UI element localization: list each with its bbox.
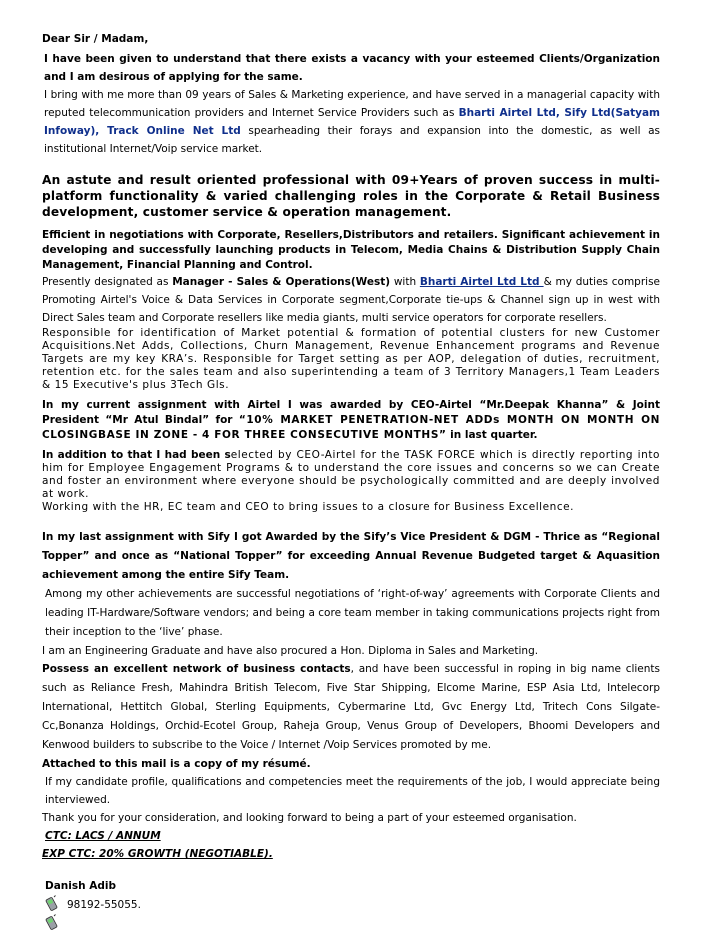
phone-number: 98192-55055. [67, 899, 141, 911]
airtel-award-caps: “10% MARKET PENETRATION-NET ADDs MONTH ON MONTH ON CLOSINGBASE IN ZONE - 4 FOR THREE CONSECUTIVE MONTHS” [42, 414, 660, 441]
airtel-award-post: in last quarter. [446, 429, 538, 441]
taskforce-bold: In addition to that I had been s [42, 449, 231, 461]
present-role: Manager - Sales & Operations(West) [172, 276, 391, 288]
taskforce-closing: Working with the HR, EC team and CEO to bring issues to a closure for Business Excellence. [42, 501, 575, 513]
network-paragraph [42, 660, 660, 755]
taskforce-rest: elected by CEO-Airtel for the TASK FORCE which is directly reporting into him for Employee Engagement Programs & to understand the core issues and concerns so we can Create and foster an environment where everyone should be psychologically committed and are deeply involved at work. [42, 449, 660, 500]
mobile-phone-icon [45, 914, 61, 930]
network-rest: , and have been successful in roping in big name clients such as Reliance Fresh, Mahindra British Telecom, Five Star Shipping, Elcome Marine, ESP Asia Ltd, Intelecorp International, Hettitch Global, Sterling Equipments, Cybermarine Ltd, Gvc Energy Ltd, Tritech Cons Silgate-Cc,Bonanza Holdings, Orchid-Ecotel Group, Raheja Group, Venus Group of Developers, Bhoomi Developers and Kenwood builders to subscribe to the Voice / Internet /Voip Services promoted by me. [42, 663, 660, 751]
signature-name: Danish Adib [45, 880, 117, 892]
present-pre: Presently designated as [42, 276, 173, 288]
intro-paragraph [42, 50, 660, 86]
responsible-paragraph: Responsible for identification of Market potential & formation of potential clusters for new Customer Acquisitions.Net Adds, Collections, Churn Management, Revenue Enhancement programs and Revenue Targets are my key KRA’s. Responsible for Target setting as per AOP, delegation of duties, recruitment, retention etc. for the sales team and also superintending a team of 3 Territory Managers,1 Team Leaders & 15 Executive's plus 3Tech Gls. [42, 327, 660, 391]
thanks-line: Thank you for your consideration, and looking forward to being a part of your esteemed organisation. [42, 812, 577, 824]
taskforce-paragraph [42, 449, 660, 501]
experience-companies: Bharti Airtel Ltd, Sify Ltd(Satyam Infoway), Track Online Net Ltd [44, 107, 660, 137]
airtel-award-paragraph [42, 398, 660, 443]
intro-period: . [298, 71, 303, 83]
mobile-phone-icon [45, 895, 61, 911]
cover-letter [42, 30, 660, 933]
phone-line [42, 895, 660, 914]
achievements-paragraph: Among my other achievements are successful negotiations of ‘right-of-way’ agreements with Corporate Clients and leading IT-Hardware/Software vendors; and being a core team member in taking communications projects right from their inception to the ‘live’ phase. [45, 588, 660, 638]
exp-ctc-line: EXP CTC: 20% GROWTH (NEGOTIABLE). [42, 848, 273, 860]
present-post: & my duties comprise Promoting Airtel's Voice & Data Services in Corporate segment,Corporate tie-ups & Channel sign up in west with Direct Sales team and Corporate resellers like media giants, multi service operators for corporate resellers. [42, 276, 661, 324]
efficient-paragraph: Efficient in negotiations with Corporate, Resellers,Distributors and retailers. Significant achievement in developing and successfully launching products in Telecom, Media Chains & Distribution Supply Chain Management, Financial Planning and Control. [42, 229, 660, 271]
phone-line-2 [42, 914, 660, 933]
education-paragraph: I am an Engineering Graduate and have also procured a Hon. Diploma in Sales and Marketing. [42, 645, 539, 657]
present-paragraph [42, 273, 660, 327]
attached-line: Attached to this mail is a copy of my résumé. [42, 758, 311, 770]
present-mid: with [390, 276, 420, 288]
sify-award-paragraph: In my last assignment with Sify I got Awarded by the Sify’s Vice President & DGM - Thrice as “Regional Topper” and once as “National Topper” for exceeding Annual Revenue Budgeted target & Aquasition achievement among the entire Sify Team. [42, 531, 660, 581]
network-bold: Possess an excellent network of business contacts [42, 663, 351, 675]
salutation: Dear Sir / Madam, [42, 33, 149, 45]
experience-post: spearheading their forays and expansion into the domestic, as well as institutional Internet/Voip service market. [44, 125, 660, 155]
experience-paragraph [42, 86, 660, 158]
airtel-award-pre: In my current assignment with Airtel I was awarded by CEO-Airtel “Mr.Deepak Khanna” & Joint President “Mr Atul Bindal” for [42, 399, 660, 426]
present-company: Bharti Airtel Ltd Ltd [419, 276, 544, 288]
ctc-line: CTC: LACS / ANNUM [45, 830, 161, 842]
interview-line: If my candidate profile, qualifications and competencies meet the requirements of the job, I would appreciate being interviewed. [45, 776, 660, 806]
headline: An astute and result oriented professional with 09+Years of proven success in multi-platform functionality & varied challenging roles in the Corporate & Retail Business development, customer service & operation management. [42, 173, 660, 219]
experience-pre: I bring with me more than 09 years of Sales & Marketing experience, and have served in a managerial capacity with reputed telecommunication providers and Internet Service Providers such as [44, 89, 660, 119]
intro-text: I have been given to understand that there exists a vacancy with your esteemed Clients/Organization and I am desirous of applying for the same [44, 53, 660, 83]
